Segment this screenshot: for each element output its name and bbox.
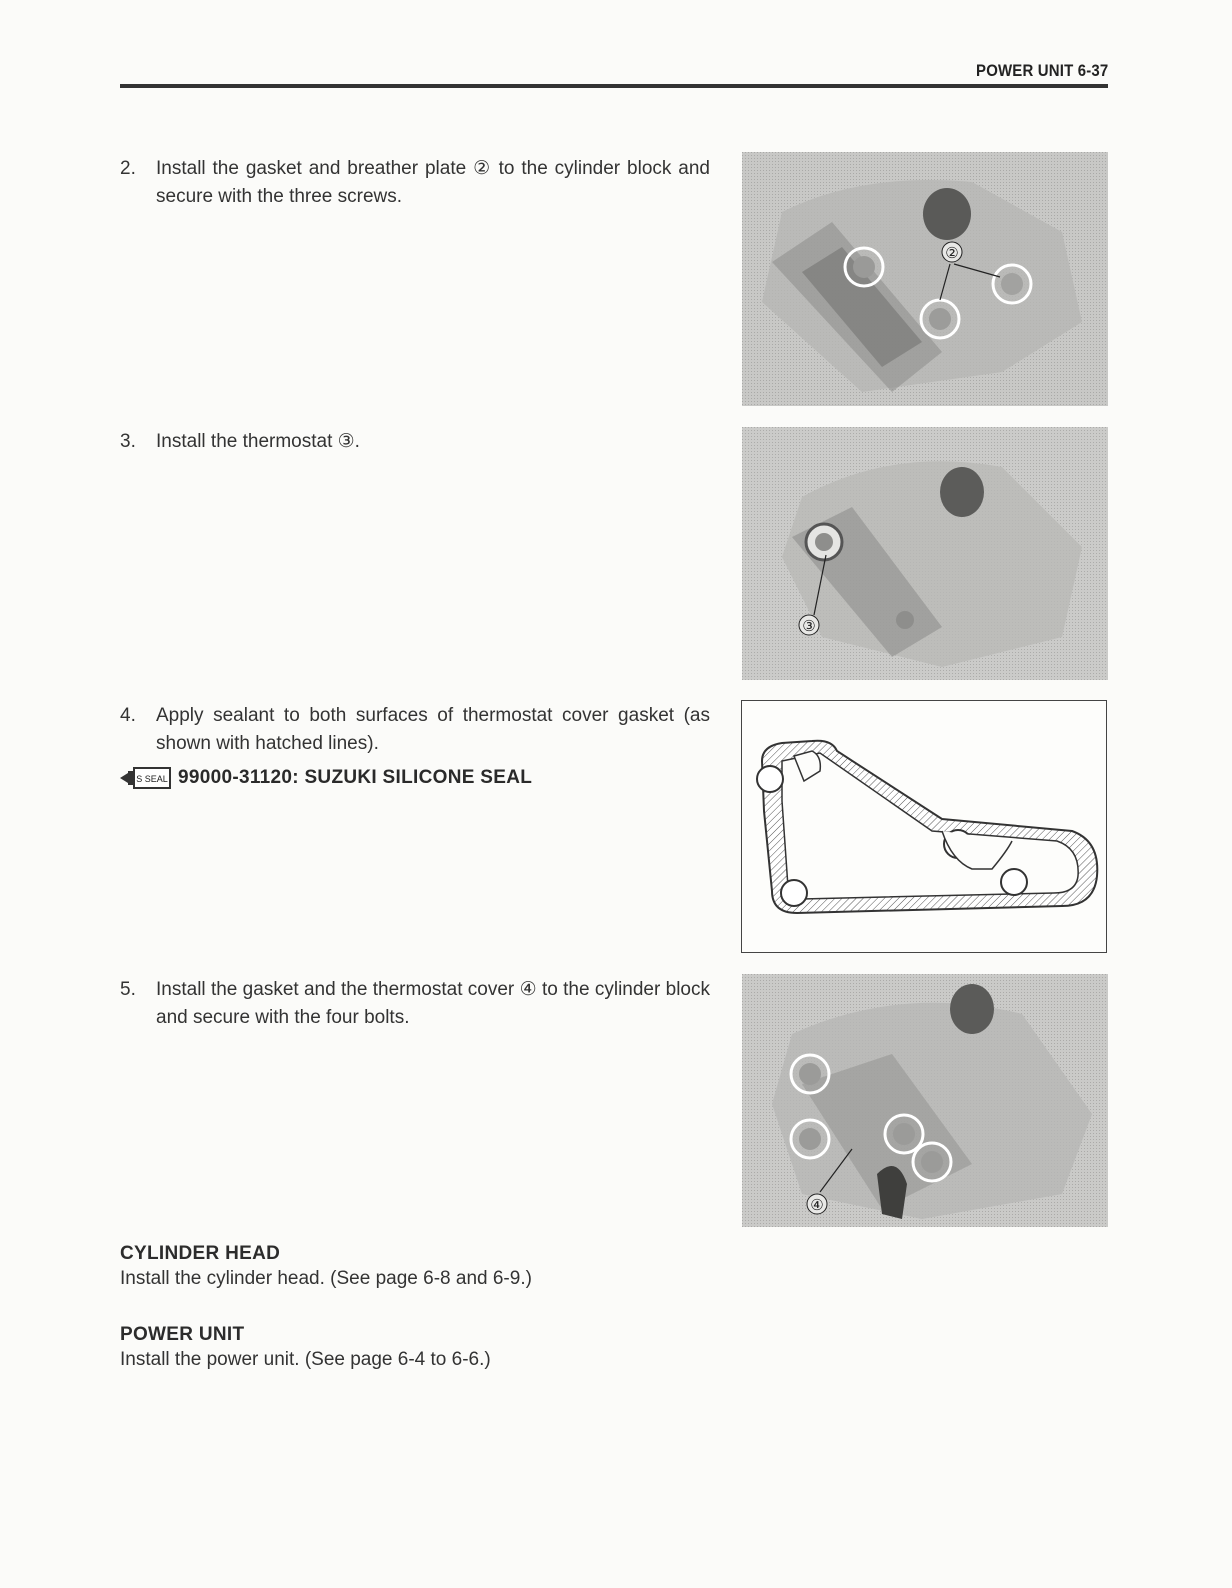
callout-3: ③ (802, 617, 816, 635)
gasket-outline (742, 701, 1106, 952)
photo-breather-plate (742, 152, 1108, 406)
sealant-icon-label: S SEAL (136, 774, 168, 784)
section-text: Install the cylinder head. (See page 6-8 and 6-9.) (120, 1268, 532, 1289)
sealant-part-number: 99000-31120: SUZUKI SILICONE SEAL (178, 767, 533, 788)
page-title: POWER UNIT 6-37 (975, 61, 1108, 80)
step-2 (120, 155, 710, 211)
step-3 (120, 428, 710, 456)
step-number: 4. (120, 705, 136, 726)
section-power-unit (120, 1323, 720, 1373)
step-number: 5. (120, 979, 136, 1000)
header-rule (120, 84, 1108, 88)
step-text: Apply sealant to both surfaces of thermostat cover gasket (as shown with hatched lines). (156, 705, 710, 754)
callout-2: ② (945, 244, 959, 262)
section-text: Install the power unit. (See page 6-4 to 6-6.) (120, 1349, 491, 1370)
photo-thermostat (742, 427, 1108, 680)
step-text: Install the gasket and the thermostat cover ④ to the cylinder block and secure with the four bolts. (156, 979, 710, 1028)
step-text: Install the thermostat ③. (156, 431, 360, 452)
page-header (120, 58, 1108, 90)
step-4 (120, 702, 710, 758)
step-number: 2. (120, 158, 136, 179)
gasket-diagram (741, 700, 1107, 953)
sealant-tube-icon (120, 765, 172, 791)
callout-4: ④ (810, 1196, 824, 1214)
step-number: 3. (120, 431, 136, 452)
section-heading: POWER UNIT (120, 1324, 245, 1345)
photo-thermostat-cover (742, 974, 1108, 1227)
section-cylinder-head (120, 1242, 720, 1292)
step-text: Install the gasket and breather plate ② to the cylinder block and secure with the three screws. (156, 158, 710, 207)
sealant-spec (120, 765, 532, 791)
step-5 (120, 976, 710, 1032)
section-heading: CYLINDER HEAD (120, 1243, 281, 1264)
